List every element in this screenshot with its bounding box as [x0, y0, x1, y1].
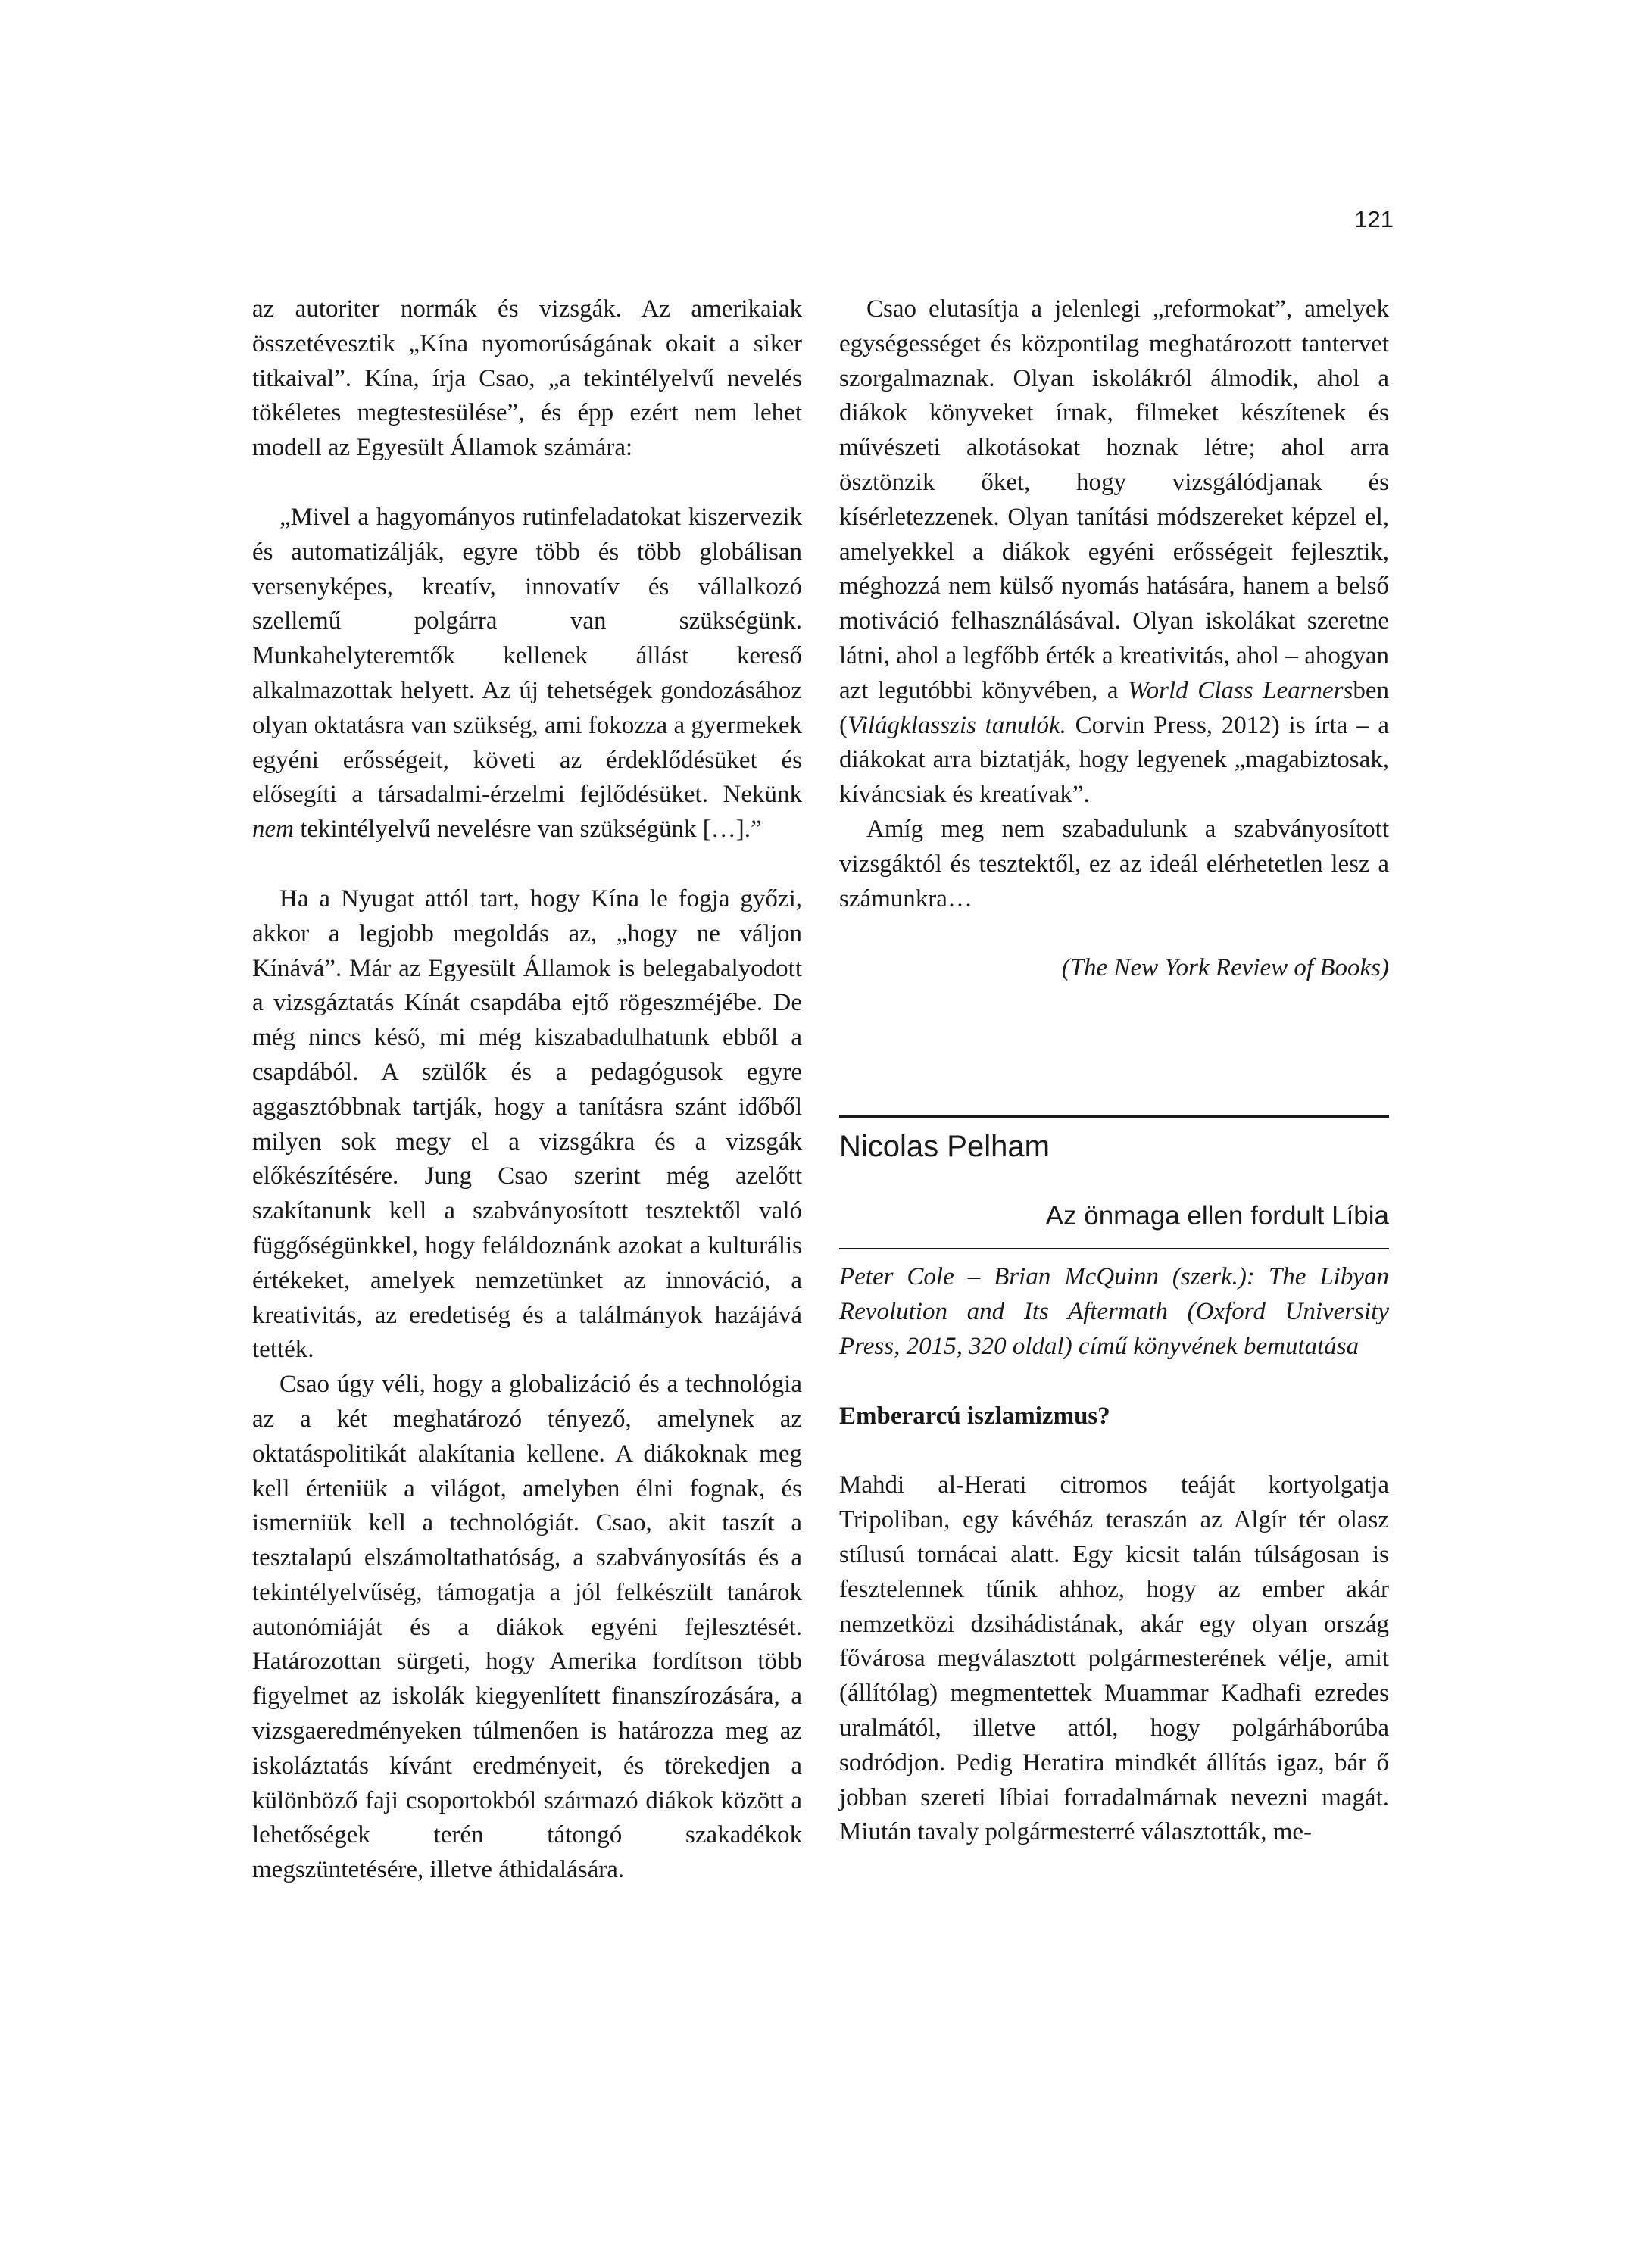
- book-info: Peter Cole – Brian McQuinn (szerk.): The Libyan Revolution and Its Aftermath (Oxford University Press, 2015, 320 oldal) című könyvének bemutatása: [839, 1263, 1389, 1360]
- quote-text-start: „Mivel a hagyományos rutinfeladatokat kiszervezik és automatizálják, egyre több és több globálisan versenyképes, kreatív, innovatív és vállalkozó szellemű polgárra van szükségünk. Munkahelyteremtők kellenek állást kereső alkalmazottak helyett. Az új tehetségek gondozásához olyan oktatásra van szükség, ami fokozza a gyermekek egyéni erősségeit, követi az érdeklődésüket és elősegíti a társadalmi-érzelmi fejlődésüket. Nekünk: [252, 503, 802, 809]
- article-title: Az önmaga ellen fordult Líbia: [1045, 1201, 1389, 1231]
- paragraph-text: ben (: [839, 676, 1389, 739]
- body-paragraph: Csao úgy véli, hogy a globalizáció és a technológia az a két meghatározó tényező, amelynek az oktatáspolitikát alakítania kellene. A diákoknak meg kell érteniük a világot, amelyben élni fognak, és ismerniük kell a technológiát. Csao, akit taszít a tesztalapú elszámoltathatóság, a szabványosítás és a tekintélyelvűség, támogatja a jól felkészült tanárok autonómiáját és a diákok egyéni fejlesztését. Határozottan sürgeti, hogy Amerika fordítson több figyelmet az iskolák kiegyenlített finanszírozására, a vizsgaeredményeken túlmenően is határozza meg az iskoláztatás kívánt eredményeit, és törekedjen a különböző faji csoportokból származó diákok között a lehetőségek terén tátongó szakadékok megszüntetésére, illetve áthidalására.: [252, 1371, 802, 1884]
- book-title-translation: Világklasszis tanulók.: [848, 711, 1066, 739]
- intro-paragraph: az autoriter normák és vizsgák. Az amerikaiak összetévesztik „Kína nyomorúságának okait a siker titkaival”. Kína, írja Csao, „a tekintélyelvű nevelés tökéletes megtestesülése”, és épp ezért nem lehet modell az Egyesült Államok számára:: [252, 295, 802, 462]
- page-number: 121: [1354, 206, 1394, 232]
- body-paragraph: Ha a Nyugat attól tart, hogy Kína le fogja győzi, akkor a legjobb megoldás az, „hogy ne váljon Kínává”. Már az Egyesült Államok is belegabalyodott a vizsgáztatás Kínát csapdába ejtő rögeszméjébe. De még nincs késő, mi még kiszabadulhatunk ebből a csapdából. A szülők és a pedagógusok egyre aggasztóbbnak tartják, hogy a tanításra szánt időből milyen sok megy el a vizsgákra és a vizsgák előkészítésére. Jung Csao szerint még azelőtt szakítanunk kell a szabványosított tesztektől való függőségünkkel, hogy feláldoznánk azokat a kulturális értékeket, amelyek nemzetünket az innováció, a kreativitás, az eredetiség és a találmányok hazájává tették.: [252, 884, 802, 1364]
- section-divider: [839, 1115, 1389, 1118]
- quote-text-end: tekintélyelvű nevelésre van szükségünk […].”: [293, 816, 762, 844]
- source-citation: (The New York Review of Books): [1061, 954, 1389, 982]
- paragraph-text: Corvin Press, 2012) is írta – a diákokat arra biztatják, hogy legyenek „magabiztosak, kíváncsiak és kreatívak”.: [839, 711, 1389, 809]
- body-paragraph: [839, 292, 1389, 813]
- quote-emphasis: nem: [252, 816, 294, 844]
- paragraph-text: Csao elutasítja a jelenlegi „reformokat”, amelyek egységességet és központilag meghatározott tantervet szorgalmaznak. Olyan iskolákról álmodik, ahol a diákok könyveket írnak, filmeket készítenek és művészeti alkotásokat hoznak létre; ahol arra ösztönzik őket, hogy vizsgálódjanak és kísérletezzenek. Olyan tanítási módszereket képzel el, amelyekkel a diákok egyéni erősségeit fejlesztik, méghozzá nem külső nyomás hatására, hanem a belső motiváció felhasználásával. Olyan iskolákat szeretne látni, ahol a legfőbb érték a kreativitás, ahol – ahogyan azt legutóbbi könyvében, a: [839, 295, 1389, 704]
- section-heading: Emberarcú iszlamizmus?: [839, 1402, 1110, 1430]
- body-paragraph: Mahdi al-Herati citromos teáját kortyolgatja Tripoliban, egy kávéház teraszán az Algír tér olasz stílusú tornácai alatt. Egy kicsit talán túlságosan is fesztelennek tűnik ahhoz, hogy az ember akár nemzetközi dzsihádistának, akár egy olyan ország fővárosa megválasztott polgármesterének vélje, amit (állítólag) megmentettek Muammar Kadhafi ezredes uralmától, illetve attól, hogy polgárháborúba sodródjon. Pedig Heratira mindkét állítás igaz, bár ő jobban szereti líbiai forradalmárnak nevezni magát. Miután tavaly polgármesterré választották, me-: [839, 1471, 1389, 1846]
- left-column: [252, 292, 802, 1888]
- right-column: [839, 292, 1389, 1850]
- title-underline: [839, 1248, 1389, 1249]
- book-title: World Class Learners: [1128, 676, 1353, 704]
- body-paragraph: Amíg meg nem szabadulunk a szabványosított vizsgáktól és tesztektől, ez az ideál elérhetetlen lesz a számunkra…: [839, 815, 1389, 913]
- article-author: Nicolas Pelham: [839, 1130, 1050, 1164]
- block-quote: [252, 501, 802, 847]
